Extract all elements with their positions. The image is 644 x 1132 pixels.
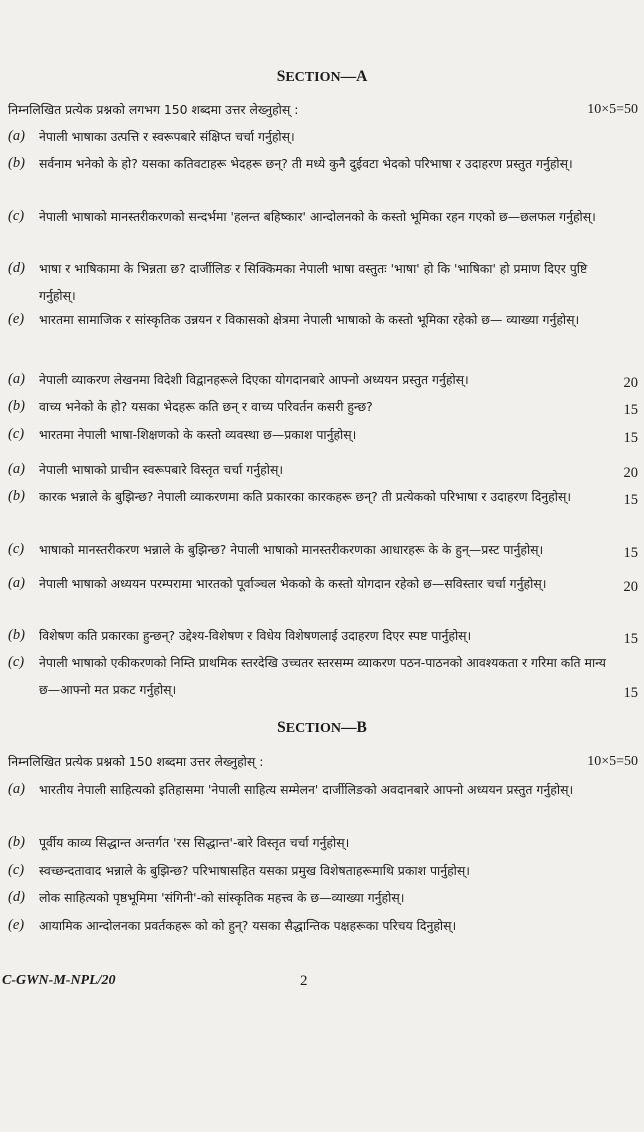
question-3a: (a) नेपाली भाषाको प्राचीन स्वरूपबारे विस्तृत चर्चा गर्नुहोस्। 20	[8, 461, 638, 481]
question-1b: (b) सर्वनाम भनेको के हो? यसका कतिवटाहरू भेदहरू छन्? ती मध्ये कुनै दुईवटा भेदको परिभाषा र उदाहरण प्रस्तुत गर्नुहोस्।	[8, 155, 573, 171]
question-4b: (b) विशेषण कति प्रकारका हुन्छन्? उद्देश्य-विशेषण र विधेय विशेषणलाई उदाहरण दिएर स्पष्ट पार्नुहोस्। 15	[8, 627, 638, 647]
question-1d: (d) भाषा र भाषिकामा के भिन्नता छ? दार्जीलिङ र सिक्किमका नेपाली भाषा वस्तुतः 'भाषा' हो कि 'भाषिका' हो प्रमाण दिएर पुष्टि गर्नुहोस्।	[8, 260, 588, 303]
instruction-marks: 10×5=50	[587, 754, 638, 769]
question-1c: (c) नेपाली भाषाको मानस्तरीकरणको सन्दर्भमा 'हलन्त बहिष्कार' आन्दोलनको के कस्तो भूमिका रहन गएको छ—छलफल गर्नुहोस्।	[8, 208, 596, 224]
question-5c: (c) स्वच्छन्दतावाद भन्नाले के बुझिन्छ? परिभाषासहित यसका प्रमुख विशेषताहरूमाथि प्रकाश पार्नुहोस्।	[8, 862, 470, 878]
question-4a: (a) नेपाली भाषाको अध्ययन परम्परामा भारतको पूर्वाञ्चल भेकको के कस्तो योगदान रहेको छ—सविस्तार चर्चा गर्नुहोस्। 20	[8, 575, 638, 595]
footer-paper-code: C-GWN-M-NPL/20	[2, 973, 116, 988]
question-1e: (e) भारतमा सामाजिक र सांस्कृतिक उन्नयन र विकासको क्षेत्रमा नेपाली भाषाको के कस्तो भूमिका रहेको छ— व्याख्या गर्नुहोस्।	[8, 311, 580, 327]
question-5a: (a) भारतीय नेपाली साहित्यको इतिहासमा 'नेपाली साहित्य सम्मेलन' दार्जीलिङको अवदानबारे आफ्नो अध्ययन प्रस्तुत गर्नुहोस्।	[8, 781, 574, 797]
page-number: 2	[300, 973, 308, 989]
question-1a: (a) नेपाली भाषाका उत्पत्ति र स्वरूपबारे संक्षिप्त चर्चा गर्नुहोस्।	[8, 128, 295, 144]
question-3c: (c) भाषाको मानस्तरीकरण भन्नाले के बुझिन्छ? नेपाली भाषाको मानस्तरीकरणका आधारहरू के के हुन्—प्रस्ट पार्नुहोस्। 15	[8, 541, 638, 561]
instruction-text: निम्नलिखित प्रत्येक प्रश्नको लगभग 150 शब्दमा उत्तर लेख्नुहोस् :	[8, 102, 299, 117]
question-3b: (b) कारक भन्नाले के बुझिन्छ? नेपाली व्याकरणमा कति प्रकारका कारकहरू छन्? ती प्रत्येकको परिभाषा र उदाहरण दिनुहोस्। 15	[8, 488, 638, 508]
section-b-heading: SECTION—B	[277, 719, 367, 736]
question-5e: (e) आयामिक आन्दोलनका प्रवर्तकहरू को को हुन्? यसका सैद्धान्तिक पक्षहरूका परिचय दिनुहोस्।	[8, 917, 457, 933]
question-2b: (b) वाच्य भनेको के हो? यसका भेदहरू कति छन् र वाच्य परिवर्तन कसरी हुन्छ? 15	[8, 398, 638, 418]
section-a-instruction	[8, 100, 638, 120]
question-4c: (c) नेपाली भाषाको एकीकरणको निम्ति प्राथमिक स्तरदेखि उच्चतर स्तरसम्म व्याकरण पठन-पाठनको आवश्यकता र गरिमा कति मान्य छ—आफ्नो मत प्रकट गर्नुहोस्। 15	[8, 654, 638, 701]
question-5b: (b) पूर्वीय काव्य सिद्धान्त अन्तर्गत 'रस सिद्धान्त'-बारे विस्तृत चर्चा गर्नुहोस्।	[8, 834, 350, 850]
instruction-marks: 10×5=50	[587, 102, 638, 117]
question-2c: (c) भारतमा नेपाली भाषा-शिक्षणको के कस्तो व्यवस्था छ—प्रकाश पार्नुहोस्। 15	[8, 426, 638, 446]
section-b-instruction	[8, 752, 638, 772]
section-a-heading: SECTION—A	[276, 68, 368, 85]
question-2a: (a) नेपाली व्याकरण लेखनमा विदेशी विद्वानहरूले दिएका योगदानबारे आफ्नो अध्ययन प्रस्तुत गर्नुहोस्। 20	[8, 371, 638, 391]
instruction-text: निम्नलिखित प्रत्येक प्रश्नको 150 शब्दमा उत्तर लेख्नुहोस् :	[8, 754, 264, 769]
question-5d: (d) लोक साहित्यको पृष्ठभूमिमा 'संगिनी'-को सांस्कृतिक महत्त्व के छ—व्याख्या गर्नुहोस्।	[8, 889, 405, 905]
